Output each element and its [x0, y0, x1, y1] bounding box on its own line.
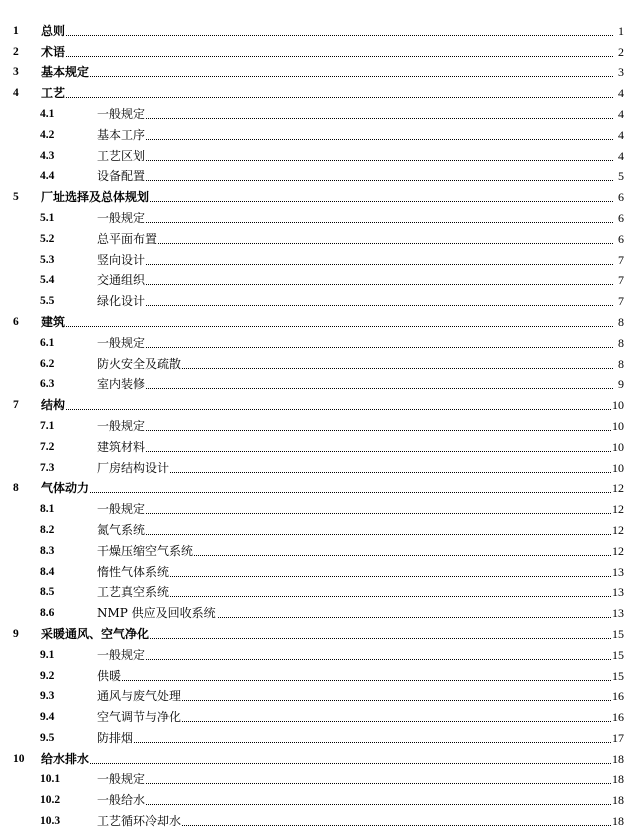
toc-entry-title: 采暖通风、空气净化 — [41, 626, 150, 641]
toc-entry-number: 6.1 — [40, 336, 55, 349]
dot-leader — [97, 804, 613, 805]
toc-entry-title: 空气调节与净化 — [97, 710, 182, 725]
toc-entry-number: 4.1 — [40, 107, 55, 120]
toc-entry-page: 13 — [612, 564, 624, 579]
dot-leader — [97, 180, 613, 181]
toc-entry[interactable] — [0, 144, 637, 165]
toc-entry[interactable] — [0, 477, 637, 498]
toc-entry[interactable] — [0, 581, 637, 602]
toc-entry-page: 8 — [618, 314, 624, 329]
dot-leader — [97, 243, 613, 244]
toc-entry-page: 4 — [618, 148, 624, 163]
toc-entry[interactable] — [0, 40, 637, 61]
toc-entry-title: 建筑 — [41, 314, 66, 329]
toc-entry-number: 1 — [13, 24, 19, 37]
dot-leader — [41, 326, 613, 327]
toc-entry[interactable] — [0, 435, 637, 456]
toc-entry-title: 厂址选择及总体规划 — [41, 190, 150, 205]
toc-entry[interactable] — [0, 643, 637, 664]
toc-entry[interactable] — [0, 123, 637, 144]
toc-entry-title: 一般规定 — [97, 106, 146, 121]
toc-entry-page: 16 — [612, 710, 624, 725]
toc-entry-title: 建筑材料 — [97, 439, 146, 454]
toc-entry-page: 12 — [612, 522, 624, 537]
toc-entry[interactable] — [0, 705, 637, 726]
toc-entry-title: 工艺 — [41, 86, 66, 101]
toc-entry[interactable] — [0, 809, 637, 830]
dot-leader — [97, 118, 613, 119]
toc-entry[interactable] — [0, 768, 637, 789]
toc-entry[interactable] — [0, 414, 637, 435]
dot-leader — [41, 97, 613, 98]
toc-entry-title: 工艺循环冷却水 — [97, 814, 182, 829]
toc-entry[interactable] — [0, 788, 637, 809]
dot-leader — [97, 742, 613, 743]
toc-entry-title: 术语 — [41, 44, 66, 59]
toc-entry-page: 6 — [618, 231, 624, 246]
toc-entry[interactable] — [0, 310, 637, 331]
toc-entry-page: 4 — [618, 127, 624, 142]
toc-entry-title: 竖向设计 — [97, 252, 146, 267]
toc-entry-page: 1 — [618, 23, 624, 38]
toc-entry-title: 总则 — [41, 23, 66, 38]
toc-entry-number: 6.2 — [40, 357, 55, 370]
toc-entry-number: 4.2 — [40, 128, 55, 141]
toc-entry-number: 8.2 — [40, 523, 55, 536]
dot-leader — [41, 763, 613, 764]
toc-entry[interactable] — [0, 726, 637, 747]
toc-entry-title: 通风与废气处理 — [97, 689, 182, 704]
toc-entry[interactable] — [0, 185, 637, 206]
toc-entry[interactable] — [0, 61, 637, 82]
toc-entry-page: 4 — [618, 86, 624, 101]
toc-entry-page: 7 — [618, 294, 624, 309]
toc-entry-page: 10 — [612, 460, 624, 475]
toc-entry-number: 3 — [13, 66, 19, 79]
dot-leader — [97, 264, 613, 265]
toc-entry-number: 8.6 — [40, 607, 55, 620]
toc-entry[interactable] — [0, 269, 637, 290]
toc-entry[interactable] — [0, 331, 637, 352]
dot-leader — [97, 513, 613, 514]
dot-leader — [97, 305, 613, 306]
toc-entry-page: 15 — [612, 668, 624, 683]
toc-entry-title: 氮气系统 — [97, 522, 146, 537]
toc-entry-page: 18 — [612, 814, 624, 829]
toc-entry[interactable] — [0, 248, 637, 269]
toc-entry-number: 10.3 — [40, 815, 61, 828]
toc-entry-number: 5 — [13, 191, 19, 204]
toc-entry[interactable] — [0, 81, 637, 102]
toc-entry[interactable] — [0, 393, 637, 414]
toc-entry-title: NMP 供应及回收系统 — [97, 606, 216, 621]
toc-entry-number: 5.3 — [40, 253, 55, 266]
dot-leader — [97, 347, 613, 348]
toc-entry[interactable] — [0, 373, 637, 394]
toc-entry[interactable] — [0, 289, 637, 310]
toc-entry-number: 2 — [13, 45, 19, 58]
toc-entry-title: 交通组织 — [97, 273, 146, 288]
toc-entry-number: 7.1 — [40, 419, 55, 432]
toc-entry-page: 10 — [612, 439, 624, 454]
dot-leader — [41, 35, 613, 36]
toc-entry[interactable] — [0, 227, 637, 248]
toc-entry[interactable] — [0, 102, 637, 123]
toc-entry-page: 18 — [612, 751, 624, 766]
toc-entry-title: 一般规定 — [97, 210, 146, 225]
toc-entry-number: 7.2 — [40, 440, 55, 453]
toc-entry[interactable] — [0, 206, 637, 227]
toc-entry-number: 9.4 — [40, 711, 55, 724]
toc-entry-title: 气体动力 — [41, 481, 90, 496]
toc-entry-title: 基本工序 — [97, 127, 146, 142]
toc-entry[interactable] — [0, 747, 637, 768]
dot-leader — [41, 56, 613, 57]
toc-entry[interactable] — [0, 165, 637, 186]
toc-entry-page: 8 — [618, 356, 624, 371]
dot-leader — [97, 596, 613, 597]
toc-entry-page: 13 — [612, 585, 624, 600]
toc-entry-page: 15 — [612, 647, 624, 662]
toc-entry-title: 一般给水 — [97, 793, 146, 808]
toc-entry-number: 5.2 — [40, 232, 55, 245]
toc-entry[interactable] — [0, 539, 637, 560]
toc-entry-number: 5.4 — [40, 274, 55, 287]
dot-leader — [97, 284, 613, 285]
toc-entry-number: 9 — [13, 627, 19, 640]
toc-entry-page: 2 — [618, 44, 624, 59]
dot-leader — [97, 680, 613, 681]
toc-entry-number: 8.5 — [40, 586, 55, 599]
toc-entry-number: 10.1 — [40, 773, 61, 786]
toc-entry-page: 6 — [618, 210, 624, 225]
toc-entry-number: 8.3 — [40, 544, 55, 557]
toc-entry[interactable] — [0, 664, 637, 685]
toc-entry-page: 7 — [618, 273, 624, 288]
toc-entry[interactable] — [0, 352, 637, 373]
toc-entry[interactable] — [0, 601, 637, 622]
toc-entry-number: 8 — [13, 482, 19, 495]
toc-entry[interactable] — [0, 518, 637, 539]
toc-entry-number: 8.1 — [40, 503, 55, 516]
toc-entry-title: 一般规定 — [97, 418, 146, 433]
dot-leader — [97, 472, 613, 473]
toc-entry[interactable] — [0, 497, 637, 518]
toc-entry-page: 12 — [612, 543, 624, 558]
toc-entry-page: 6 — [618, 190, 624, 205]
toc-entry-page: 10 — [612, 418, 624, 433]
toc-entry-page: 16 — [612, 689, 624, 704]
toc-entry-number: 4 — [13, 87, 19, 100]
toc-entry[interactable] — [0, 456, 637, 477]
toc-entry-title: 干燥压缩空气系统 — [97, 543, 194, 558]
toc-entry-page: 18 — [612, 793, 624, 808]
toc-entry-number: 8.4 — [40, 565, 55, 578]
toc-entry-number: 6.3 — [40, 378, 55, 391]
toc-entry-number: 9.5 — [40, 731, 55, 744]
toc-entry-title: 基本规定 — [41, 65, 90, 80]
toc-entry-number: 4.3 — [40, 149, 55, 162]
dot-leader — [97, 451, 613, 452]
toc-entry-number: 4.4 — [40, 170, 55, 183]
toc-entry-number: 7.3 — [40, 461, 55, 474]
toc-entry-title: 设备配置 — [97, 169, 146, 184]
toc-entry-number: 10 — [13, 752, 25, 765]
toc-entry-number: 5.5 — [40, 295, 55, 308]
toc-entry-page: 5 — [618, 169, 624, 184]
dot-leader — [41, 409, 613, 410]
toc-entry-number: 9.1 — [40, 648, 55, 661]
toc-entry[interactable] — [0, 19, 637, 40]
toc-entry-number: 9.2 — [40, 669, 55, 682]
dot-leader — [41, 76, 613, 77]
toc-entry[interactable] — [0, 622, 637, 643]
toc-entry-page: 4 — [618, 106, 624, 121]
toc-entry-title: 供暖 — [97, 668, 122, 683]
toc-entry-title: 一般规定 — [97, 647, 146, 662]
toc-entry-title: 室内装修 — [97, 377, 146, 392]
toc-entry-title: 结构 — [41, 398, 66, 413]
toc-entry[interactable] — [0, 685, 637, 706]
table-of-contents — [0, 19, 637, 830]
toc-entry-number: 9.3 — [40, 690, 55, 703]
toc-entry-title: 总平面布置 — [97, 231, 158, 246]
dot-leader — [97, 576, 613, 577]
toc-entry-title: 防火安全及疏散 — [97, 356, 182, 371]
toc-entry-title: 一般规定 — [97, 335, 146, 350]
toc-entry-page: 18 — [612, 772, 624, 787]
toc-entry-title: 工艺区划 — [97, 148, 146, 163]
toc-entry-page: 3 — [618, 65, 624, 80]
toc-entry-page: 17 — [612, 730, 624, 745]
toc-entry-number: 10.2 — [40, 794, 61, 807]
dot-leader — [97, 139, 613, 140]
toc-entry-page: 12 — [612, 502, 624, 517]
toc-entry-number: 5.1 — [40, 211, 55, 224]
dot-leader — [97, 659, 613, 660]
dot-leader — [97, 388, 613, 389]
toc-entry-title: 厂房结构设计 — [97, 460, 170, 475]
dot-leader — [97, 534, 613, 535]
toc-entry[interactable] — [0, 560, 637, 581]
toc-entry-title: 一般规定 — [97, 772, 146, 787]
dot-leader — [97, 430, 613, 431]
toc-entry-title: 工艺真空系统 — [97, 585, 170, 600]
toc-entry-page: 10 — [612, 398, 624, 413]
toc-entry-page: 12 — [612, 481, 624, 496]
toc-entry-page: 8 — [618, 335, 624, 350]
toc-entry-title: 一般规定 — [97, 502, 146, 517]
toc-entry-page: 15 — [612, 626, 624, 641]
toc-entry-title: 绿化设计 — [97, 294, 146, 309]
toc-entry-title: 惰性气体系统 — [97, 564, 170, 579]
toc-entry-title: 防排烟 — [97, 730, 134, 745]
toc-entry-title: 给水排水 — [41, 751, 90, 766]
toc-entry-page: 13 — [612, 606, 624, 621]
toc-entry-page: 9 — [618, 377, 624, 392]
dot-leader — [97, 783, 613, 784]
toc-entry-page: 7 — [618, 252, 624, 267]
dot-leader — [41, 492, 613, 493]
toc-entry-number: 6 — [13, 315, 19, 328]
dot-leader — [97, 222, 613, 223]
toc-entry-number: 7 — [13, 399, 19, 412]
dot-leader — [97, 160, 613, 161]
